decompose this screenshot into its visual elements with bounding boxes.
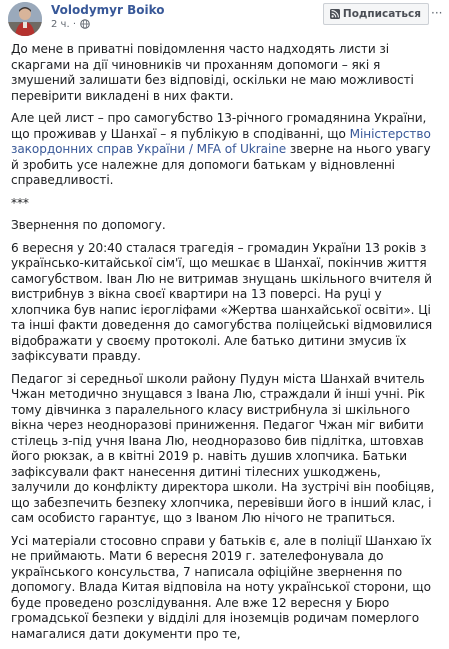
post-time[interactable]: 2 ч. xyxy=(51,19,70,30)
paragraph-2 xyxy=(11,111,437,189)
rss-icon xyxy=(330,6,340,26)
paragraph-5: Усі матеріали стосовно справи у батьків є, але в поліції Шанхаю їх не приймають. Мати 6 вересня 2019 г. зателефонувала до українського консульства, 7 написала офіційне звернення по допомогу. Влада Китая відповіла на ноту української сторони, що буде проведено розслідування. Але вже 12 вересня у Бюро громадської безпеки у відділі для іноземців родичам померлого намагалися дати документи про те, xyxy=(11,533,432,641)
subscribe-label: Подписаться xyxy=(342,8,421,20)
post-meta xyxy=(51,19,90,32)
mfa-page-link[interactable]: Міністерство закордонних справ України / MFA of Ukraine xyxy=(11,126,431,156)
paragraph-2-start: Але цей лист – про самогубство 13-річного громадянина України, що проживав у Шанхаї – я публікую в сподіванні, що xyxy=(11,111,427,141)
paragraph-3: 6 вересня у 20:40 сталася трагедія – громадин України 13 років з українсько-китайської сім'ї, що мешкає в Шанхаї, покінчив життя самогубством. Іван Лю не витримав знущань шкільного вчителя й вистрибнув з вікна своєї квартири на 13 поверсі. На руці у хлопчика був напис ієрогліфами «Жертва шанхайської освіти». Ці та інші факти доведення до самогубства поліцейські відмовилися відображати у своєму протоколі. Але батько дитини змусив їх зафіксувати правду. xyxy=(11,240,433,363)
profile-photo xyxy=(8,2,42,36)
ellipsis-icon[interactable]: ··· xyxy=(431,6,443,20)
globe-icon[interactable] xyxy=(80,19,90,32)
subscribe-button[interactable] xyxy=(323,3,429,25)
avatar[interactable] xyxy=(8,2,42,36)
separator-stars: *** xyxy=(11,195,29,210)
paragraph-4: Педагог зі середньої школи району Пудун міста Шанхай вчитель Чжан методично знущався з Івана Лю, страждали й інші учні. Рік тому дівчинка з паралельного класу вистрибнула зі шкільного вікна через неодноразові приниження. Педагог Чжан міг вибити стілець з-під учня Івана Лю, неодноразово бив підлітка, штовхав його рюкзак, а в квітні 2019 р. навіть душив хлопчика. Батьки зафіксували факт нанесення дитині тілесних ушкоджень, залучили до конфлікту директора школи. На зустрічі він пообіцяв, що забезпечить безпеку хлопчика, перевівши його в інший клас, і сам особисто гарантує, що з Іваном Лю нічого не трапиться. xyxy=(11,371,435,525)
separator-dot: · xyxy=(72,19,80,30)
paragraph-1: До мене в приватні повідомлення часто надходять листи зі скаргами на дії чиновників чи проханням допомоги – які я змушений залишати без відповіді, оскільки не маю можливості перевірити викладені в них факти. xyxy=(11,42,414,103)
post-header xyxy=(8,2,441,36)
appeal-title: Звернення по допомогу. xyxy=(11,218,166,232)
post-text xyxy=(11,42,437,649)
paragraph-2-end: зверне на нього увагу й зробить усе належне для допомоги батькам у відновленні справедливості. xyxy=(11,142,431,187)
author-name[interactable]: Volodymyr Boiko xyxy=(51,3,165,17)
